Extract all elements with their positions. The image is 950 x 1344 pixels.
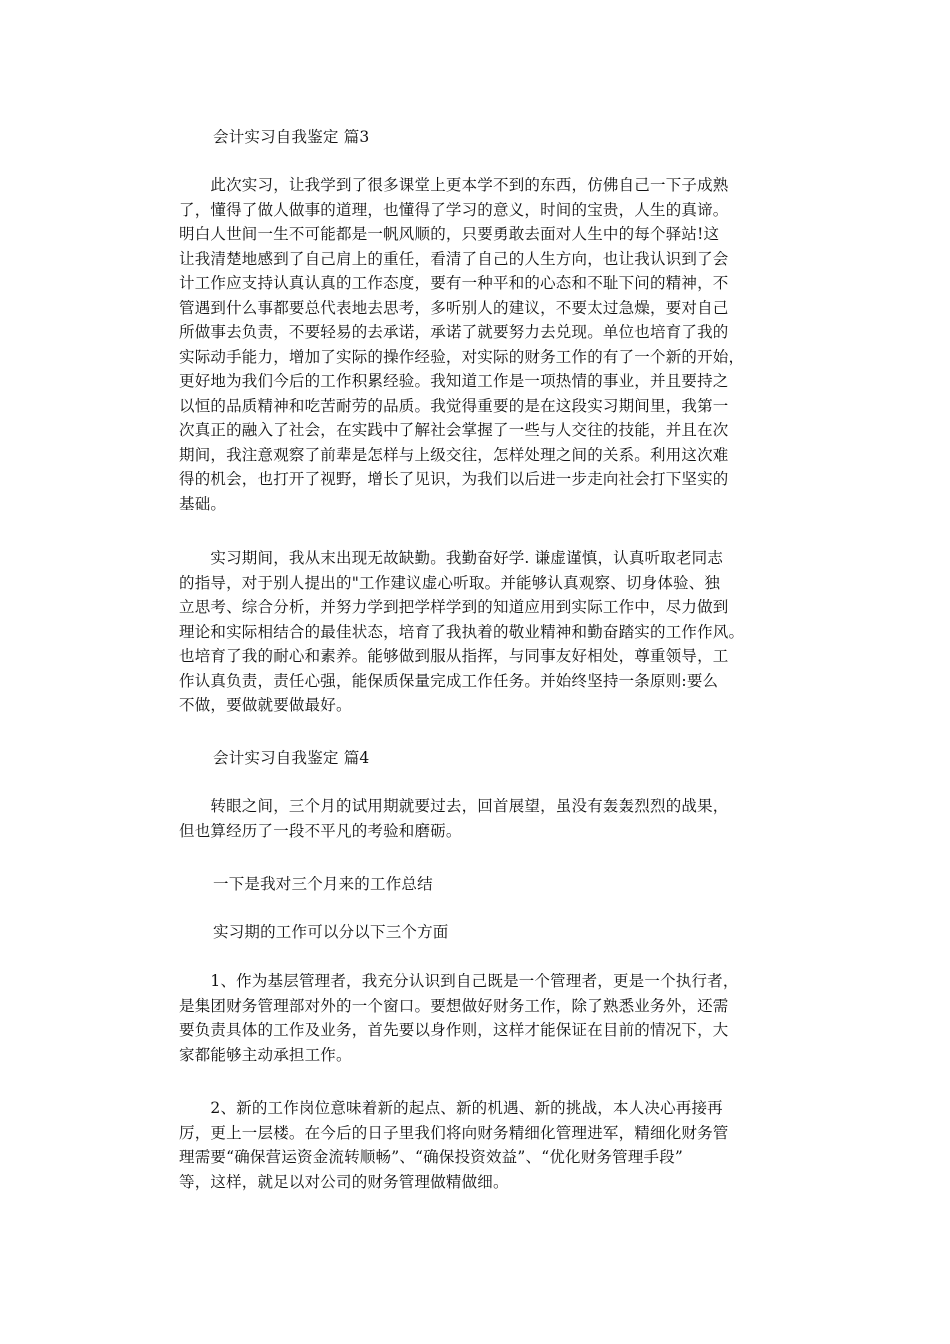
- text-line: 理论和实际相结合的最佳状态，培育了我执着的敬业精神和勤奋踏实的工作作风。: [179, 622, 745, 641]
- text-line: 立思考、综合分析，并努力学到把学样学到的知道应用到实际工作中，尽力做到: [179, 598, 729, 616]
- text-line: 实习期间，我从末出现无故缺勤。我勤奋好学. 谦虚谨慎，认真听取老同志: [179, 549, 724, 567]
- section-3-paragraph-2: [179, 546, 779, 718]
- text-line: 也培育了我的耐心和素养。能够做到服从指挥，与同事友好相处，尊重领导，工: [179, 647, 729, 665]
- section-3-title: 会计实习自我鉴定 篇3: [213, 128, 370, 146]
- text-line: 家都能够主动承担工作。: [179, 1045, 352, 1064]
- text-line: 2、新的工作岗位意味着新的起点、新的机遇、新的挑战，本人决心再接再: [179, 1099, 723, 1117]
- text-line: 作认真负责，责任心强，能保质保量完成工作任务。并始终坚持一条原则:要么: [179, 671, 719, 690]
- text-line: 理需要“确保营运资金流转顺畅”、“确保投资效益”、“优化财务管理手段”: [179, 1148, 684, 1166]
- section-4-paragraph-3: 实习期的工作可以分以下三个方面: [213, 923, 449, 941]
- text-line: 了，懂得了做人做事的道理，也懂得了学习的意义，时间的宝贵，人生的真谛。: [179, 200, 729, 219]
- text-line: 得的机会，也打开了视野，增长了见识，为我们以后进一步走向社会打下坚实的: [179, 470, 729, 488]
- text-line: 管遇到什么事都要总代表地去思考，多听别人的建议，不要太过急燥，要对自己: [179, 298, 729, 317]
- text-line: 实际动手能力，增加了实际的操作经验，对实际的财务工作的有了一个新的开始，: [179, 347, 745, 366]
- text-line: 1、作为基层管理者，我充分认识到自己既是一个管理者，更是一个执行者，: [179, 972, 739, 990]
- text-line: 此次实习，让我学到了很多课堂上更本学不到的东西，仿佛自己一下子成熟: [179, 176, 729, 194]
- text-line: 不做，要做就要做最好。: [179, 696, 352, 714]
- text-line: 次真正的融入了社会，在实践中了解社会掌握了一些与人交往的技能，并且在次: [179, 421, 729, 439]
- text-line: 的指导，对于别人提出的"工作建议虚心听取。并能够认真观察、切身体验、独: [179, 573, 721, 592]
- text-line: 要负责具体的工作及业务，首先要以身作则，这样才能保证在目前的情况下，大: [179, 1021, 729, 1039]
- section-4-paragraph-5: [179, 1096, 779, 1194]
- section-3-paragraph-1: [179, 173, 779, 516]
- section-4-paragraph-4: [179, 969, 779, 1067]
- text-line: 让我清楚地感到了自己肩上的重任，看清了自己的人生方向，也让我认识到了会: [179, 249, 729, 268]
- text-line: 转眼之间，三个月的试用期就要过去，回首展望，虽没有轰轰烈烈的战果，: [179, 797, 729, 815]
- text-line: 厉，更上一层楼。在今后的日子里我们将向财务精细化管理进军，精细化财务管: [179, 1123, 729, 1142]
- text-line: 期间，我注意观察了前辈是怎样与上级交往，怎样处理之间的关系。利用这次难: [179, 445, 729, 464]
- text-line: 更好地为我们今后的工作积累经验。我知道工作是一项热情的事业，并且要持之: [179, 372, 729, 390]
- text-line: 等，这样，就足以对公司的财务管理做精做细。: [179, 1172, 509, 1191]
- text-line: 基础。: [179, 494, 227, 513]
- text-line: 以恒的品质精神和吃苦耐劳的品质。我觉得重要的是在这段实习期间里，我第一: [179, 396, 729, 415]
- section-4-title: 会计实习自我鉴定 篇4: [213, 749, 370, 767]
- text-line: 计工作应支持认真认真的工作态度，要有一种平和的心态和不耻下问的精神，不: [179, 274, 729, 292]
- text-line: 是集团财务管理部对外的一个窗口。要想做好财务工作，除了熟悉业务外，还需: [179, 996, 729, 1015]
- section-4-paragraph-1: [179, 794, 779, 843]
- text-line: 所做事去负责，不要轻易的去承诺，承诺了就要努力去兑现。单位也培育了我的: [179, 323, 729, 341]
- section-4-paragraph-2: 一下是我对三个月来的工作总结: [213, 875, 433, 893]
- text-line: 明白人世间一生不可能都是一帆风顺的，只要勇敢去面对人生中的每个驿站!这: [179, 225, 720, 243]
- text-line: 但也算经历了一段不平凡的考验和磨砺。: [179, 821, 462, 840]
